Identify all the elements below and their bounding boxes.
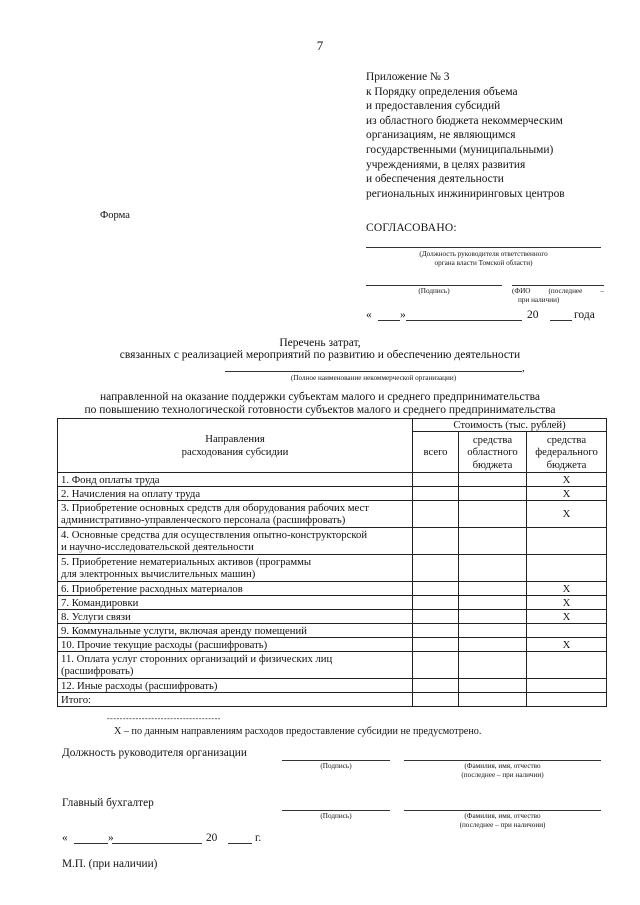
cell-total [413,487,459,501]
cell-regional [459,596,527,610]
cell-total [413,501,459,528]
table-row [58,487,607,501]
cell-total [413,652,459,679]
appendix-line: и предоставления субсидий [366,100,501,113]
document-subtitle: связанных с реализацией мероприятий по развитию и обеспечению деятельности [119,349,521,361]
row-label: 10. Прочие текущие расходы (расшифровать) [58,638,413,652]
cell-regional [459,652,527,679]
head-name-line [404,760,601,761]
cell-federal: X [527,582,607,596]
row-label: 3. Приобретение основных средств для оборудования рабочих мест административно-управленческого персонала (расшифровать) [58,501,413,528]
table-row [58,624,607,638]
cell-regional [459,487,527,501]
head-signature-caption: (Подпись) [320,762,352,770]
cell-total [413,693,459,707]
row-label: 1. Фонд оплаты труда [58,473,413,487]
approval-date-close: » [400,309,406,321]
cell-regional [459,610,527,624]
cell-regional [459,473,527,487]
signature-line [366,285,502,286]
head-position-label: Должность руководителя организации [62,747,247,759]
table-row [58,555,607,582]
appendix-line: организациям, не являющимся [366,129,516,142]
agreed-heading: СОГЛАСОВАНО: [366,222,457,234]
row-label: 2. Начисления на оплату труда [58,487,413,501]
fio-caption: (ФИО (последнее – при наличии) [512,287,604,304]
bottom-day-line [74,843,108,844]
position-line [366,247,601,248]
stamp-label: М.П. (при наличии) [62,858,158,870]
approval-day-line [378,320,400,321]
header-direction: Направления расходования субсидии [58,419,413,473]
approval-date-open: « [366,309,372,321]
row-label: 6. Приобретение расходных материалов [58,582,413,596]
organization-line [225,371,522,372]
accountant-signature-line [282,810,390,811]
bottom-date-close: » [108,832,114,844]
head-signature-line [282,760,390,761]
cell-total [413,638,459,652]
cell-regional [459,679,527,693]
approval-year-line [550,320,572,321]
row-label: 9. Коммунальные услуги, включая аренду помещений [58,624,413,638]
header-regional: средства областного бюджета [459,432,527,473]
table-row [58,582,607,596]
row-label: 8. Услуги связи [58,610,413,624]
appendix-line: и обеспечения деятельности [366,173,504,186]
signature-caption: (Подпись) [418,287,450,295]
organization-caption: (Полное наименование некоммерческой организации) [290,374,457,382]
cell-regional [459,693,527,707]
appendix-line: региональных инжиниринговых центров [366,187,565,200]
bottom-month-line [112,843,202,844]
appendix-line: учреждениями, в целях развития [366,158,526,171]
purpose-line: направленной на оказание поддержки субъектам малого и среднего предпринимательства [99,391,541,403]
page-number: 7 [316,38,324,53]
table-row [58,652,607,679]
cell-total [413,582,459,596]
table-row [58,528,607,555]
bottom-date-open: « [62,832,68,844]
cell-regional [459,582,527,596]
approval-year-suffix: года [574,309,595,321]
fio-line [512,285,604,286]
footnote-separator: ------------------------------------ [107,714,221,723]
cell-federal: X [527,610,607,624]
cell-federal [527,652,607,679]
approval-year-prefix: 20 [527,309,539,321]
cell-federal [527,528,607,555]
appendix-line: государственными (муниципальными) [366,143,554,156]
accountant-signature-caption: (Подпись) [320,812,352,820]
table-row [58,473,607,487]
head-name-caption: (Фамилия, имя, отчество (последнее – при наличии) [461,762,544,779]
table-row [58,693,607,707]
table-row [58,610,607,624]
row-label: 7. Командировки [58,596,413,610]
cell-regional [459,624,527,638]
row-label: 12. Иные расходы (расшифровать) [58,679,413,693]
bottom-year-line [228,843,252,844]
cell-federal [527,693,607,707]
table-row [58,501,607,528]
cell-total [413,624,459,638]
cell-federal: X [527,501,607,528]
cell-regional [459,555,527,582]
table-row [58,638,607,652]
cell-total [413,528,459,555]
cell-regional [459,528,527,555]
appendix-line: из областного бюджета некоммерческим [366,114,563,127]
document-title: Перечень затрат, [279,337,361,349]
appendix-line: к Порядку определения объема [366,85,518,98]
row-label: 11. Оплата услуг сторонних организаций и физических лиц (расшифровать) [58,652,413,679]
row-label: 4. Основные средства для осуществления опытно-конструкторской и научно-исследовательской деятельности [58,528,413,555]
cell-federal [527,624,607,638]
title-comma: , [522,362,525,374]
row-label: 5. Приобретение нематериальных активов (программы для электронных вычислительных машин) [58,555,413,582]
approval-month-line [406,320,522,321]
form-label: Форма [100,210,130,221]
cell-federal [527,679,607,693]
position-caption: (Должность руководителя ответственного органа власти Томской области) [419,250,548,267]
bottom-year-prefix: 20 [206,832,218,844]
row-label: Итого: [58,693,413,707]
cell-total [413,555,459,582]
footnote-text: X – по данным направлениям расходов предоставление субсидии не предусмотрено. [114,726,482,737]
cell-regional [459,638,527,652]
header-federal: средства федерального бюджета [527,432,607,473]
accountant-label: Главный бухгалтер [62,797,154,809]
appendix-line: Приложение № 3 [366,71,450,83]
cell-regional [459,501,527,528]
table-row [58,596,607,610]
accountant-name-line [404,810,601,811]
cell-total [413,473,459,487]
header-cost: Стоимость (тыс. рублей) [413,419,607,432]
cell-federal: X [527,596,607,610]
cell-total [413,610,459,624]
accountant-name-caption: (Фамилия, имя, отчество (последнее – при наличоии) [459,812,546,829]
cost-table [57,418,607,707]
purpose-line: по повышению технологической готовности субъектов малого и среднего предпринимательства [84,404,556,416]
cell-federal: X [527,487,607,501]
cell-federal: X [527,638,607,652]
header-total: всего [413,432,459,473]
cell-federal [527,555,607,582]
cell-total [413,679,459,693]
cell-total [413,596,459,610]
table-row [58,679,607,693]
cell-federal: X [527,473,607,487]
bottom-year-suffix: г. [255,832,262,844]
appendix-header [366,70,565,201]
